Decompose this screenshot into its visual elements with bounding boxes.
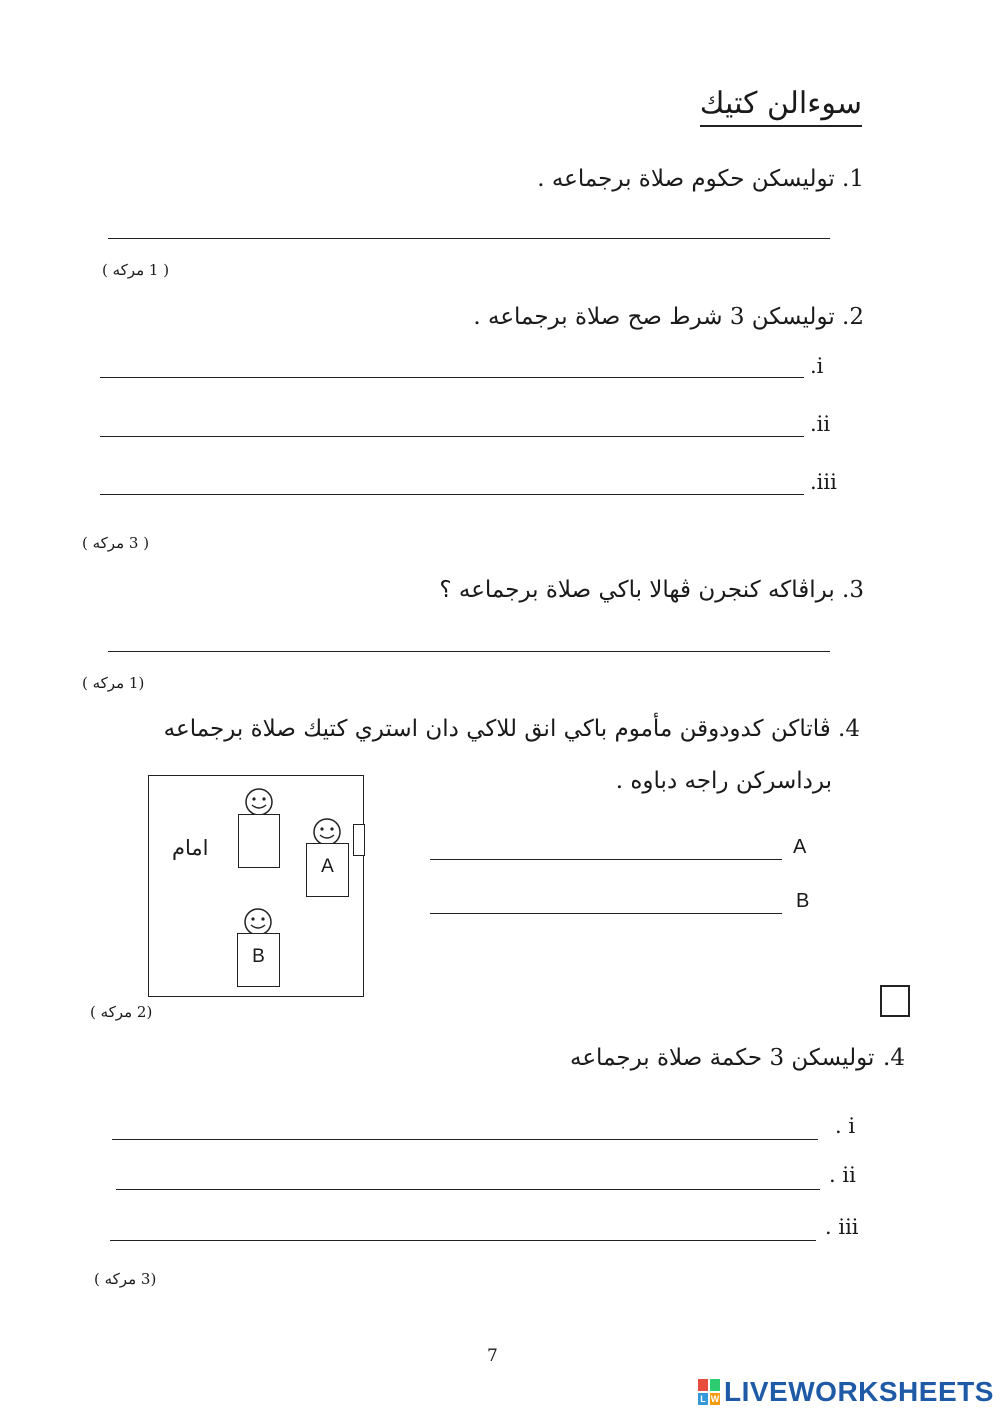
answer-line-5i[interactable] — [112, 1139, 818, 1140]
brand-name: LIVEWORKSHEETS — [724, 1376, 994, 1407]
question-3 — [439, 577, 864, 603]
figure-b-body: B — [237, 933, 280, 987]
logo-letter-w: W — [710, 1394, 720, 1404]
answer-line-2ii[interactable] — [100, 436, 804, 437]
item-2-ii: .ii — [810, 412, 831, 436]
item-5-iii: . iii — [825, 1215, 859, 1239]
question-2-number: 2. — [842, 304, 864, 330]
answer-line-1[interactable] — [108, 238, 830, 239]
question-3-text: براڤاكه كنجرن ڤهالا باكي صلاة برجماعه ؟ — [439, 577, 835, 603]
question-1 — [537, 166, 864, 192]
answer-b-label: B — [796, 890, 810, 912]
marks-3: (1 مركه ) — [82, 674, 145, 692]
question-4-number: 4. — [838, 716, 860, 742]
answer-line-3[interactable] — [108, 651, 830, 652]
marks-2: ( 3 مركه ) — [82, 534, 150, 552]
answer-checkbox[interactable] — [880, 985, 910, 1017]
section-title: سوءالن كتيك — [700, 86, 862, 127]
item-5-i: . i — [835, 1114, 856, 1138]
figure-a-body: A — [306, 843, 349, 897]
item-5-ii: . ii — [829, 1163, 856, 1187]
answer-line-2iii[interactable] — [100, 494, 804, 495]
smiley-face-icon — [236, 787, 282, 817]
question-4-text: ڤاتاكن كدودوقن مأموم باكي انق للاكي دان استري كتيك صلاة برجماعه — [163, 716, 831, 742]
question-1-number: 1. — [842, 166, 864, 192]
marks-1: ( 1 مركه ) — [102, 261, 170, 279]
question-1-text: توليسكن حكوم صلاة برجماعه . — [537, 166, 835, 192]
logo-letter-l: L — [698, 1393, 708, 1405]
answer-line-5ii[interactable] — [116, 1189, 820, 1190]
question-3-number: 3. — [842, 577, 864, 603]
question-5-number: 4. — [883, 1045, 905, 1071]
answer-line-5iii[interactable] — [110, 1240, 816, 1241]
page-number: 7 — [487, 1346, 498, 1366]
imam-label: امام — [172, 836, 209, 860]
item-2-iii: .iii — [810, 470, 837, 494]
marks-5: (3 مركه ) — [94, 1270, 157, 1288]
answer-a-label: A — [793, 836, 807, 858]
question-4 — [164, 716, 860, 742]
answer-line-a[interactable] — [430, 859, 782, 860]
liveworksheets-logo-icon — [698, 1379, 720, 1405]
item-2-i: .i — [810, 354, 824, 378]
marks-4: (2 مركه ) — [90, 1003, 153, 1021]
question-5-text: توليسكن 3 حكمة صلاة برجماعه — [570, 1045, 875, 1071]
answer-line-b[interactable] — [430, 913, 782, 914]
question-4-text-line2: برداسركن راجه دباوه . — [615, 768, 832, 794]
mihrab-marker — [353, 824, 365, 856]
question-2-text: توليسكن 3 شرط صح صلاة برجماعه . — [473, 304, 835, 330]
answer-line-2i[interactable] — [100, 377, 804, 378]
figure-body — [238, 814, 280, 868]
question-2 — [473, 304, 864, 330]
